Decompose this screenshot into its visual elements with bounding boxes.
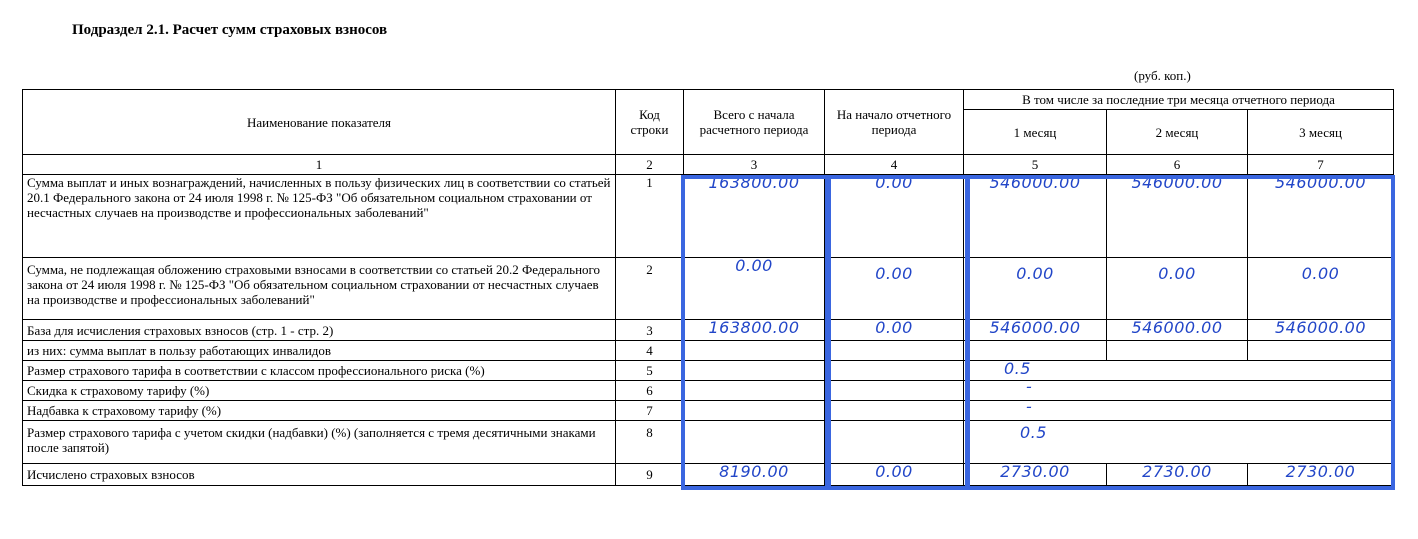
row-name: База для исчисления страховых взносов (стр. 1 - стр. 2) [23,320,616,341]
handwritten-value: 0.5 [1020,423,1047,442]
final-tariff-value[interactable] [964,421,1394,464]
total-value[interactable] [684,361,825,381]
month-1-value[interactable] [964,258,1107,320]
row-name: Исчислено страховых взносов [23,464,616,486]
header-code: Код строки [616,90,684,155]
month-1-value[interactable] [964,320,1107,341]
handwritten-value: 0.00 [1016,264,1054,283]
row-name: Размер страхового тарифа с учетом скидки (надбавки) (%) (заполняется с тремя десятичными знаками после запятой) [23,421,616,464]
table-row [23,464,1394,486]
period-start-value[interactable] [825,381,964,401]
column-number: 2 [616,155,684,175]
month-2-value[interactable] [1107,341,1248,361]
row-code: 3 [616,320,684,341]
month-2-value[interactable] [1107,175,1248,258]
column-number-row [23,155,1394,175]
header-total: Всего с начала расчетного периода [684,90,825,155]
period-start-value[interactable] [825,320,964,341]
header-month-3: 3 месяц [1248,110,1394,155]
handwritten-value: 546000.00 [1275,318,1367,337]
month-3-value[interactable] [1248,320,1394,341]
row-name: из них: сумма выплат в пользу работающих инвалидов [23,341,616,361]
handwritten-value: 546000.00 [989,318,1081,337]
handwritten-value: 2730.00 [1000,462,1070,481]
handwritten-value: 0.5 [1004,359,1031,378]
handwritten-value: - [1026,377,1033,396]
period-start-value[interactable] [825,421,964,464]
handwritten-value: 163800.00 [708,318,800,337]
month-2-value[interactable] [1107,320,1248,341]
column-number: 1 [23,155,616,175]
total-value[interactable] [684,381,825,401]
row-code: 1 [616,175,684,258]
header-period-start: На начало отчетного периода [825,90,964,155]
insurance-calculation-table [22,89,1394,486]
unit-note: (руб. коп.) [1134,68,1191,83]
row-code: 7 [616,401,684,421]
handwritten-value: 546000.00 [1131,173,1223,192]
table-row [23,421,1394,464]
row-code: 4 [616,341,684,361]
column-number: 4 [825,155,964,175]
handwritten-value: 2730.00 [1142,462,1212,481]
row-code: 8 [616,421,684,464]
period-start-value[interactable] [825,258,964,320]
table-row [23,320,1394,341]
header-month-1: 1 месяц [964,110,1107,155]
month-3-value[interactable] [1248,258,1394,320]
handwritten-value: 8190.00 [719,462,789,481]
section-title: Подраздел 2.1. Расчет сумм страховых взносов [72,22,388,38]
row-name: Скидка к страховому тарифу (%) [23,381,616,401]
month-2-value[interactable] [1107,258,1248,320]
handwritten-value: 546000.00 [989,173,1081,192]
total-value[interactable] [684,175,825,258]
column-number: 5 [964,155,1107,175]
table-row [23,361,1394,381]
surcharge-value[interactable] [964,397,1394,421]
header-name: Наименование показателя [23,90,616,155]
row-name: Надбавка к страховому тарифу (%) [23,401,616,421]
row-name: Сумма, не подлежащая обложению страховыми взносами в соответствии со статьей 20.2 Федерального закона от 24 июля 1998 г. № 125-ФЗ "Об обязательном социальном страховании от несчастных случаев на производстве и профессиональных заболеваний" [23,258,616,320]
row-code: 5 [616,361,684,381]
handwritten-value: 546000.00 [1275,173,1367,192]
handwritten-value: 0.00 [875,264,913,283]
period-start-value[interactable] [825,175,964,258]
period-start-value[interactable] [825,361,964,381]
table-row [23,341,1394,361]
total-value[interactable] [684,258,825,320]
total-value[interactable] [684,464,825,486]
handwritten-value: 2730.00 [1285,462,1356,481]
header-month-2: 2 месяц [1107,110,1248,155]
handwritten-value: 0.00 [875,318,913,337]
column-number: 6 [1107,155,1248,175]
handwritten-value: 0.00 [1158,264,1196,283]
month-3-value[interactable] [1248,341,1394,361]
total-value[interactable] [684,401,825,421]
total-value[interactable] [684,341,825,361]
handwritten-value: - [1026,397,1033,416]
period-start-value[interactable] [825,401,964,421]
month-1-value[interactable] [964,464,1107,486]
table-row [23,175,1394,258]
column-number: 7 [1248,155,1394,175]
handwritten-value: 0.00 [735,256,773,275]
handwritten-value: 0.00 [875,462,913,481]
table-row [23,258,1394,320]
total-value[interactable] [684,421,825,464]
handwritten-value: 546000.00 [1131,318,1223,337]
row-code: 2 [616,258,684,320]
row-name: Сумма выплат и иных вознаграждений, начисленных в пользу физических лиц в соответствии со статьей 20.1 Федерального закона от 24 июля 1998 г. № 125-ФЗ "Об обязательном социальном страховании от несчастных случаев на производстве и профессиональных заболеваний" [23,175,616,258]
row-code: 6 [616,381,684,401]
column-number: 3 [684,155,825,175]
row-code: 9 [616,464,684,486]
table-row [23,381,1394,401]
month-3-value[interactable] [1248,464,1394,486]
period-start-value[interactable] [825,464,964,486]
total-value[interactable] [684,320,825,341]
handwritten-value: 0.00 [1301,264,1340,283]
month-1-value[interactable] [964,341,1107,361]
handwritten-value: 163800.00 [708,173,800,192]
month-1-value[interactable] [964,175,1107,258]
handwritten-value: 0.00 [875,173,913,192]
month-2-value[interactable] [1107,464,1248,486]
table-row [23,401,1394,421]
month-3-value[interactable] [1248,175,1394,258]
row-name: Размер страхового тарифа в соответствии с классом профессионального риска (%) [23,361,616,381]
period-start-value[interactable] [825,341,964,361]
header-last-three-months: В том числе за последние три месяца отчетного периода [964,90,1394,110]
